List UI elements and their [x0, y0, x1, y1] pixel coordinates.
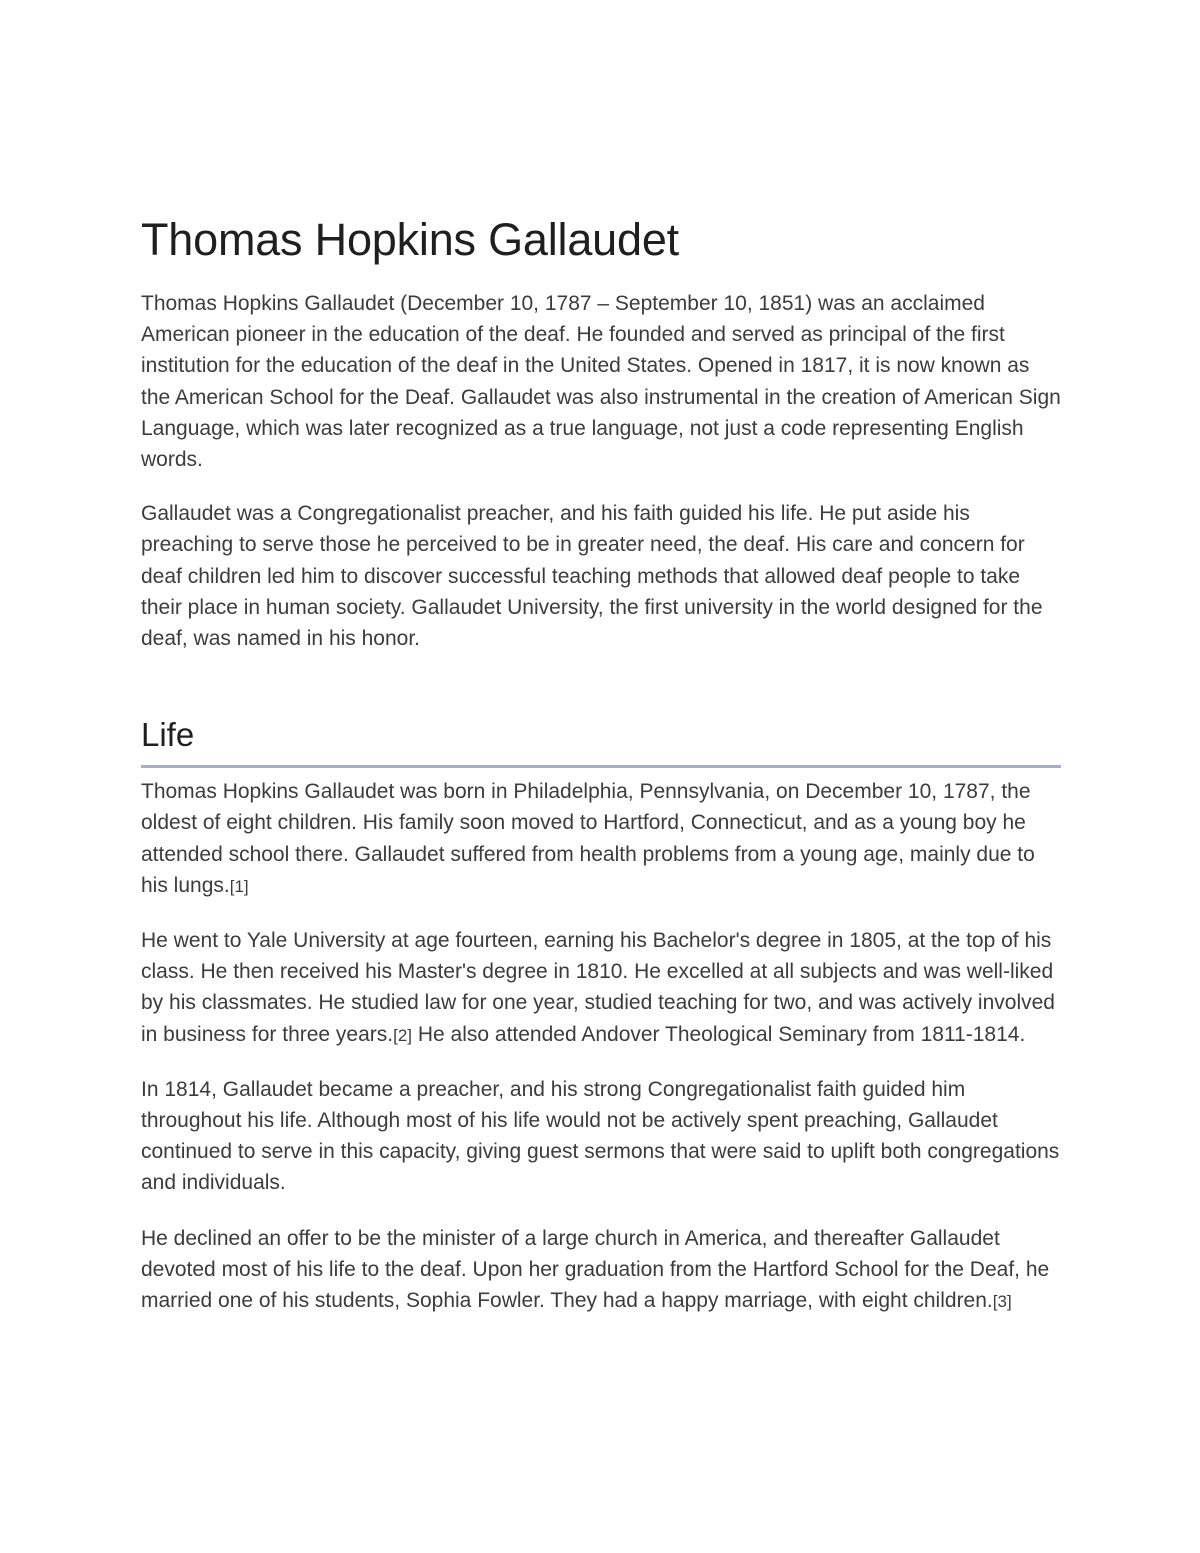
document-page	[141, 212, 1061, 1340]
life-paragraph	[141, 776, 1061, 902]
paragraph-text-after: He also attended Andover Theological Seminary from 1811-1814.	[412, 1022, 1026, 1046]
document-title: Thomas Hopkins Gallaudet	[141, 214, 679, 265]
paragraph-text: He declined an offer to be the minister of a large church in America, and thereafter Gallaudet devoted most of his life to the deaf. Upon her graduation from the Hartford School for the Deaf, he married one of his students, Sophia Fowler. They had a happy marriage, with eight children.	[141, 1226, 1050, 1313]
life-paragraph	[141, 1223, 1061, 1318]
section-heading-life: Life	[141, 713, 1061, 768]
citation-ref[interactable]: [3]	[992, 1292, 1012, 1312]
intro-paragraph: Thomas Hopkins Gallaudet (December 10, 1787 – September 10, 1851) was an acclaimed American pioneer in the education of the deaf. He founded and served as principal of the first institution for the education of the deaf in the United States. Opened in 1817, it is now known as the American School for the Deaf. Gallaudet was also instrumental in the creation of American Sign Language, which was later recognized as a true language, not just a code representing English words.	[141, 292, 1061, 472]
citation-ref[interactable]: [1]	[229, 876, 249, 896]
paragraph-text: In 1814, Gallaudet became a preacher, and his strong Congregationalist faith guided him throughout his life. Although most of his life would not be actively spent preaching, Gallaudet continued to serve in this capacity, giving guest sermons that were said to uplift both congregations and individuals.	[141, 1077, 1060, 1195]
life-paragraph	[141, 925, 1061, 1051]
citation-ref[interactable]: [2]	[393, 1025, 413, 1045]
paragraph-text: He went to Yale University at age fourteen, earning his Bachelor's degree in 1805, at the top of his class. He then received his Master's degree in 1810. He excelled at all subjects and was well-liked by his classmates. He studied law for one year, studied teaching for two, and was actively involved in business for three years.	[141, 929, 1055, 1046]
intro-paragraph: Gallaudet was a Congregationalist preacher, and his faith guided his life. He put aside his preaching to serve those he perceived to be in greater need, the deaf. His care and concern for deaf children led him to discover successful teaching methods that allowed deaf people to take their place in human society. Gallaudet University, the first university in the world designed for the deaf, was named in his honor.	[141, 502, 1043, 651]
life-paragraph	[141, 1074, 1061, 1200]
paragraph-text: Thomas Hopkins Gallaudet was born in Philadelphia, Pennsylvania, on December 10, 1787, the oldest of eight children. His family soon moved to Hartford, Connecticut, and as a young boy he attended school there. Gallaudet suffered from health problems from a young age, mainly due to his lungs.	[141, 780, 1035, 897]
